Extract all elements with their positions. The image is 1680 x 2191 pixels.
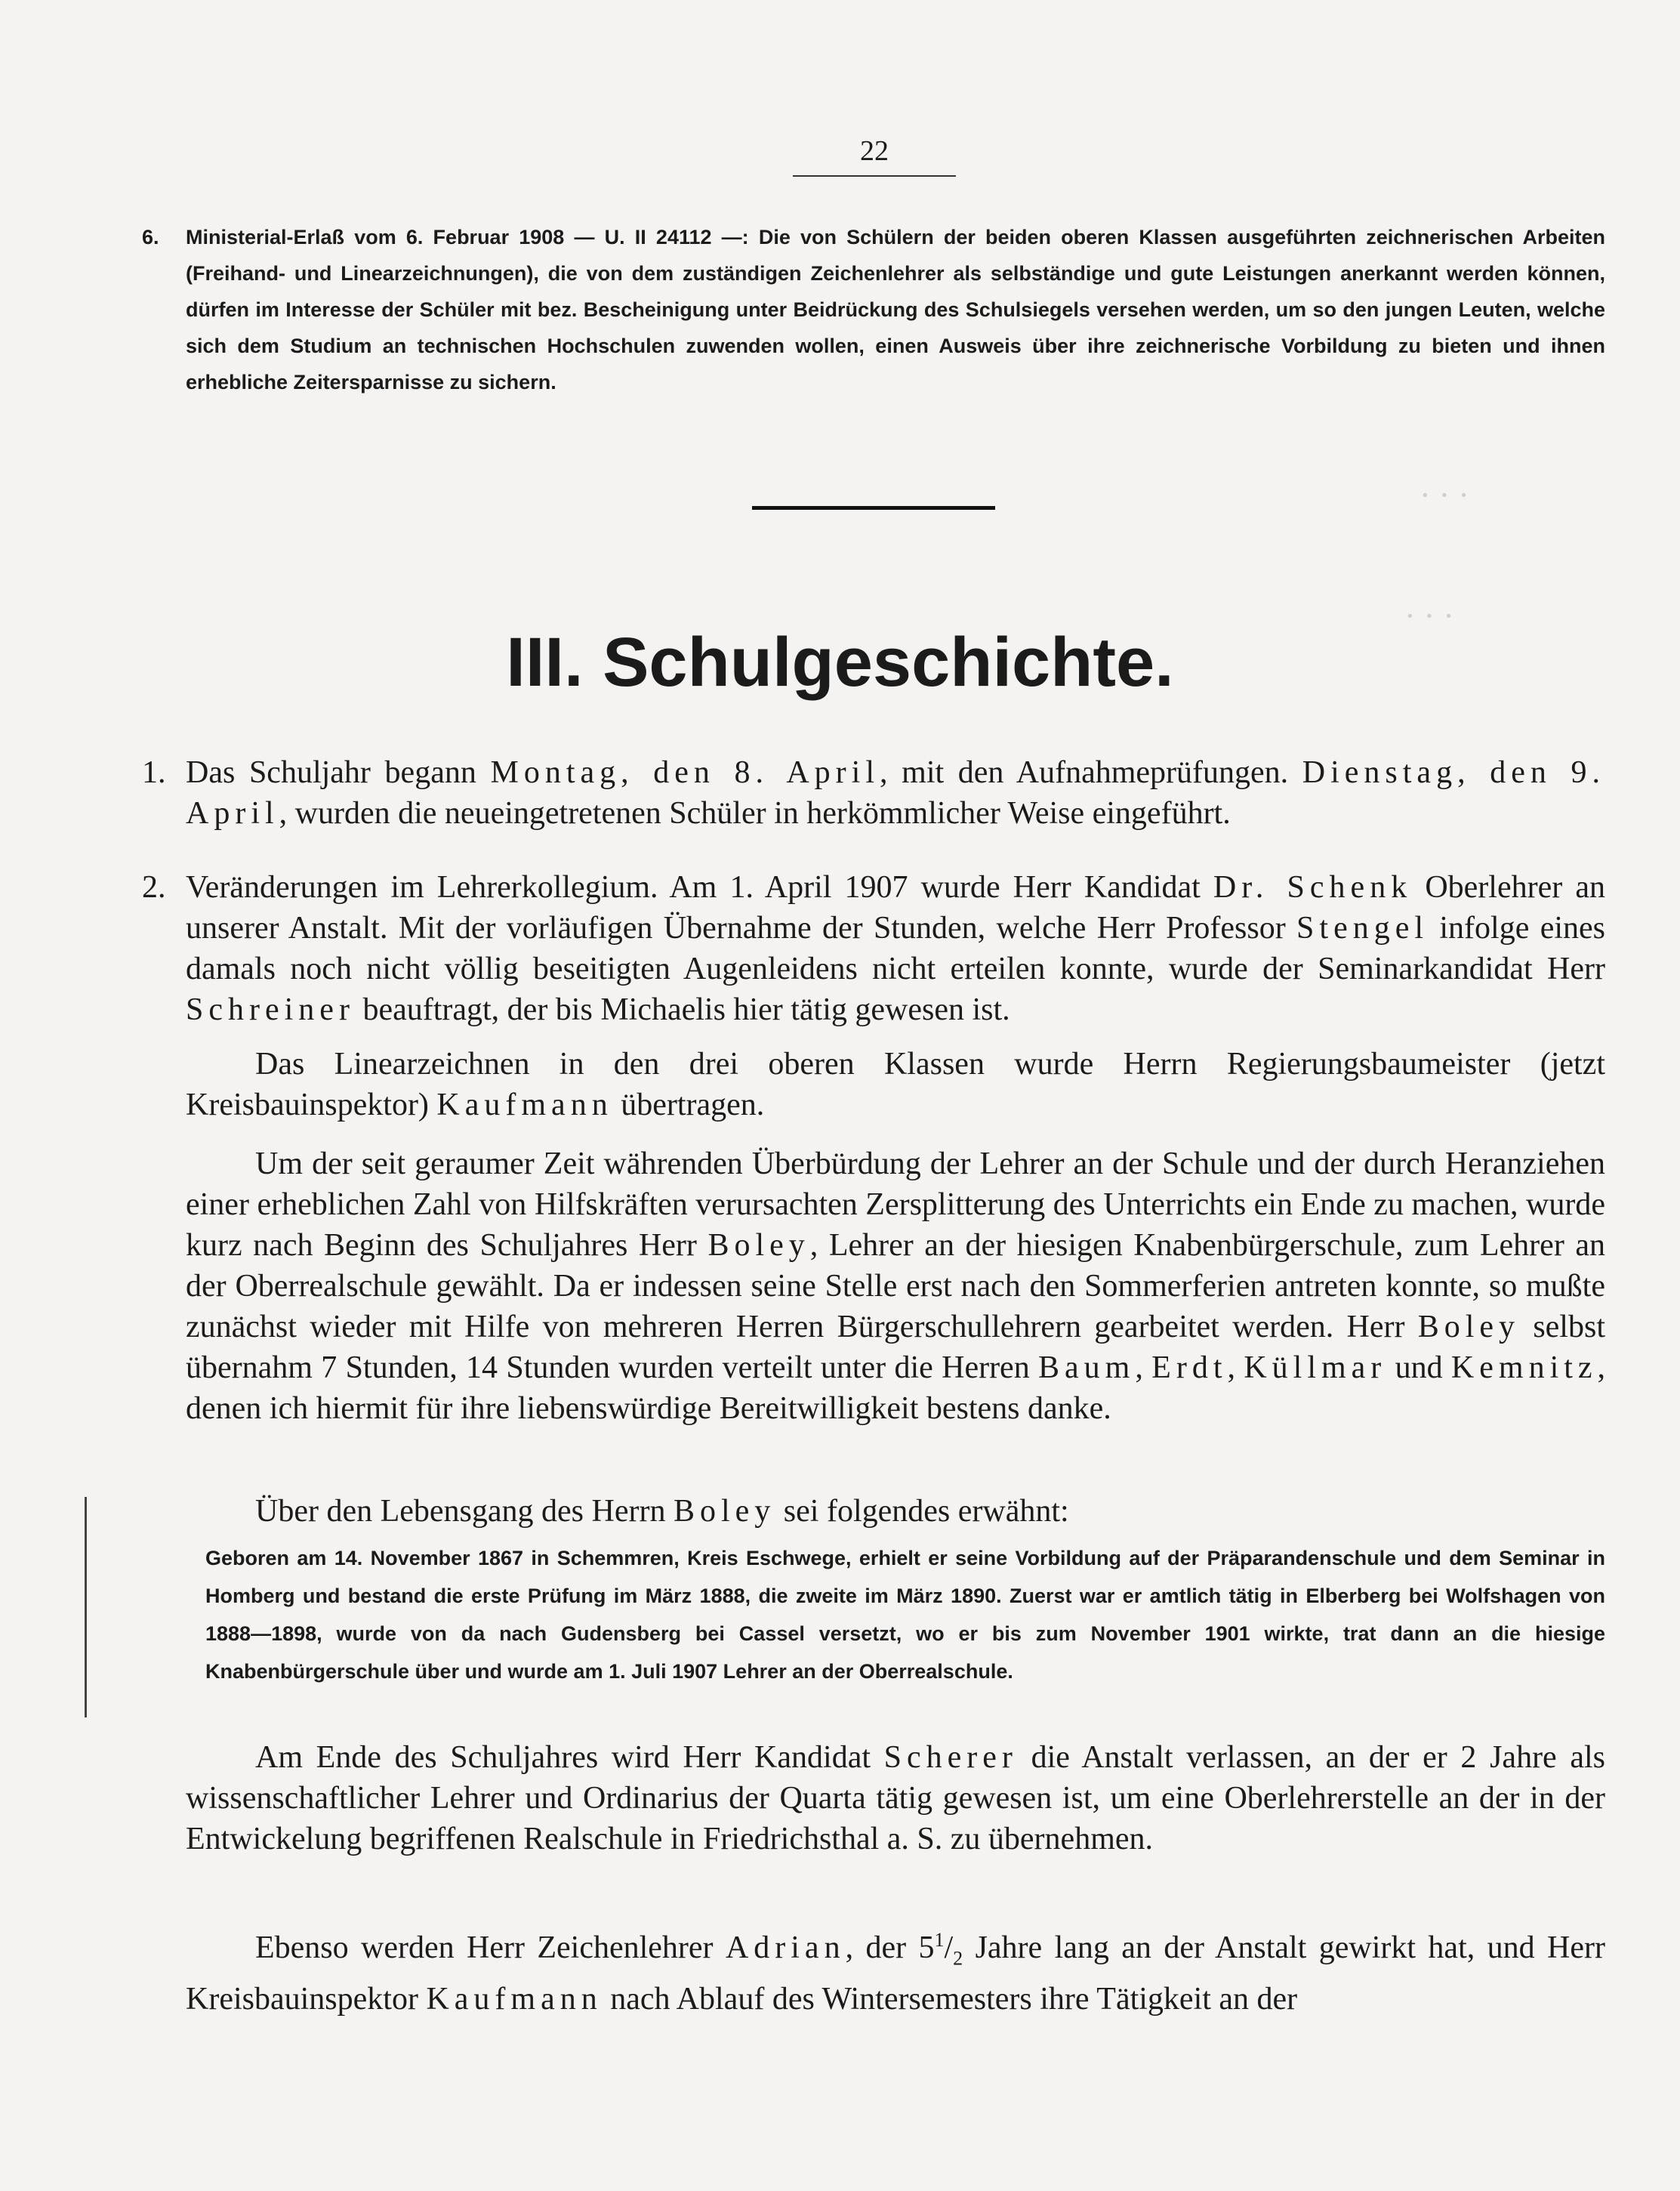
text-run: Das Schuljahr begann xyxy=(186,755,491,790)
text-run: , Lehrer an der hiesigen Knabenbürgerschule, zum Lehrer an der Oberrealschule gewählt. Da er indessen seine Stelle erst nach den Sommerferien antreten konnte, so mußte zunächst wieder mit Hilfe von mehreren Herren Bürgerschullehrern gearbeitet werden. Herr xyxy=(186,1228,1605,1344)
section-divider xyxy=(752,506,995,510)
page-number-rule xyxy=(793,175,956,177)
item-2-number: 2. xyxy=(142,870,166,905)
spaced-text: Montag, den 8. April xyxy=(490,755,880,790)
decree-text: Ministerial-Erlaß vom 6. Februar 1908 — U. II 24112 —: Die von Schülern der beiden oberen Klassen ausgeführten zeichnerischen Arbeiten (Freihand- und Linearzeichnungen), die von dem zuständigen Zeichenlehrer als selbständige und gute Leistungen anerkannt werden können, dürfen im Interesse der Schüler mit bez. Bescheinigung unter Beidrückung des Schulsiegels versehen werden, um so den jungen Leuten, welche sich dem Studium an technischen Hochschulen zuwenden wollen, einen Ausweis über ihre zeichnerische Vorbildung zu bieten und ihnen erhebliche Zeitersparnisse zu sichern. xyxy=(186,226,1605,393)
spaced-name: Kaufmann xyxy=(426,1982,603,2017)
paragraph-linear-drawing xyxy=(186,1044,1605,1125)
margin-mark xyxy=(85,1497,87,1717)
text-run: , denen ich hiermit für ihre liebenswürdige Bereitwilligkeit bestens danke. xyxy=(186,1350,1606,1426)
text-run: sei folgendes erwähnt: xyxy=(775,1494,1069,1529)
spaced-name: Baum xyxy=(1038,1350,1136,1385)
paragraph-scherer xyxy=(186,1737,1605,1859)
text-run: beauftragt, der bis Michaelis hier tätig gewesen ist. xyxy=(354,992,1010,1027)
spaced-name: Adrian xyxy=(725,1930,846,1965)
spaced-name: Stengel xyxy=(1296,911,1429,946)
item-2-paragraph xyxy=(142,867,1605,1030)
text-run: , wurden die neueingetretenen Schüler in herkömmlicher Weise eingeführt. xyxy=(279,796,1231,831)
text-run: infolge eines damals noch nicht völlig beseitigten Augenleidens nicht erteilen konnte, wurde der Seminarkandidat Herr xyxy=(186,911,1605,986)
spaced-name: Kaufmann xyxy=(436,1088,613,1122)
decree-paragraph xyxy=(142,219,1605,400)
text-run: Das Linearzeichnen in den drei oberen Klassen wurde Herrn Regierungsbaumeister (jetzt Kreisbauinspektor) xyxy=(186,1047,1605,1122)
spaced-name: Boley xyxy=(707,1228,810,1263)
text-run: übertragen. xyxy=(612,1088,765,1122)
text-run: Oberlehrer an unserer Anstalt. Mit der vorläufigen Übernahme der Stunden, welche Herr Professor xyxy=(186,870,1605,946)
show-through-mark: · · · xyxy=(1404,597,1454,634)
spaced-text: Dienstag, den 9. April xyxy=(186,755,1605,831)
text-run: Am Ende des Schuljahres wird Herr Kandidat xyxy=(255,1740,884,1775)
text-run: Um der seit geraumer Zeit währenden Überbürdung der Lehrer an der Schule und der durch Heranziehen einer erheblichen Zahl von Hilfskräften verursachten Zersplitterung des Unterrichts ein Ende zu machen, wurde kurz nach Beginn des Schuljahres Herr xyxy=(186,1146,1605,1263)
boley-biography-note: Geboren am 14. November 1867 in Schemmren, Kreis Eschwege, erhielt er seine Vorbildung auf der Präparandenschule und dem Seminar in Homberg und bestand die erste Prüfung im März 1888, die zweite im März 1890. Zuerst war er amtlich tätig in Elberberg bei Wolfshagen von 1888—1898, wurde von da nach Gudensberg bei Cassel versetzt, wo er bis zum November 1901 wirkte, trat dann an die hiesige Knabenbürgerschule über und wurde am 1. Juli 1907 Lehrer an der Oberrealschule. xyxy=(205,1547,1605,1683)
spaced-name: Schreiner xyxy=(186,992,355,1027)
show-through-mark: · · · xyxy=(1420,477,1469,514)
spaced-name: Scherer xyxy=(883,1740,1018,1775)
text-run: die Anstalt verlassen, an der er 2 Jahre als wissenschaftlicher Lehrer und Ordinarius der Quarta tätig gewesen ist, um eine Oberlehrerstelle an der in der Entwickelung begriffenen Realschule in Friedrichsthal a. S. zu übernehmen. xyxy=(186,1740,1605,1856)
text-run: und xyxy=(1386,1350,1451,1385)
paragraph-boley xyxy=(186,1143,1605,1429)
text-run: , xyxy=(1227,1350,1244,1385)
text-run: Veränderungen im Lehrerkollegium. Am 1. April 1907 wurde Herr Kandidat xyxy=(186,870,1213,905)
paragraph-adrian xyxy=(186,1920,1605,2020)
fraction-denominator: 2 xyxy=(953,1947,963,1970)
spaced-name: Erdt xyxy=(1151,1350,1228,1385)
section-title: III. Schulgeschichte. xyxy=(506,624,1174,701)
item-1-paragraph xyxy=(142,752,1605,834)
spaced-name: Dr. Schenk xyxy=(1213,870,1413,905)
text-run: nach Ablauf des Wintersemesters ihre Tätigkeit an der xyxy=(602,1982,1298,2017)
paragraph-lebensgang xyxy=(186,1491,1605,1532)
fraction-numerator: 1 xyxy=(934,1929,945,1951)
text-run: Jahre lang an der Anstalt gewirkt hat, und Herr Kreisbauinspektor xyxy=(186,1930,1605,2017)
text-run: Über den Lebensgang des Herrn xyxy=(255,1494,674,1529)
spaced-name: Kemnitz xyxy=(1450,1350,1598,1385)
text-run: , mit den Aufnahmeprüfungen. xyxy=(880,755,1302,790)
decree-number: 6. xyxy=(142,226,159,248)
item-1-number: 1. xyxy=(142,755,166,790)
page-number: 22 xyxy=(860,135,889,167)
spaced-name: Boley xyxy=(673,1494,776,1529)
text-run: , xyxy=(1135,1350,1152,1385)
text-run: selbst übernahm 7 Stunden, 14 Stunden wurden verteilt unter die Herren xyxy=(186,1310,1605,1385)
text-run: , der 5 xyxy=(845,1930,935,1965)
fraction-slash: / xyxy=(944,1930,954,1965)
text-run: Ebenso werden Herr Zeichenlehrer xyxy=(255,1930,726,1965)
spaced-name: Küllmar xyxy=(1244,1350,1387,1385)
spaced-name: Boley xyxy=(1417,1310,1521,1344)
